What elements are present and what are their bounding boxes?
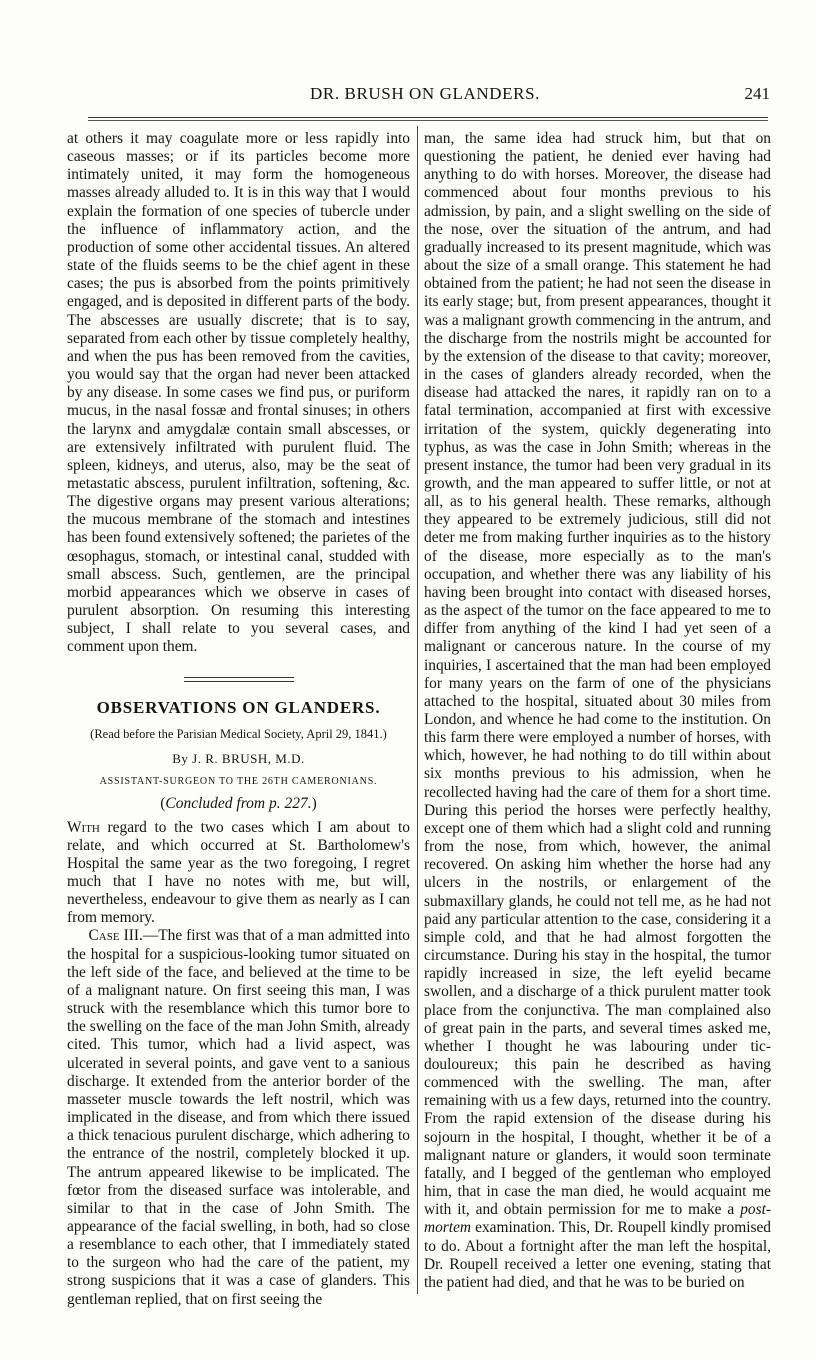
- section-break: [184, 677, 294, 682]
- continued-text: Concluded from p. 227.: [165, 794, 312, 812]
- column-divider: [417, 126, 418, 1294]
- header-rule: [88, 117, 768, 118]
- case-label: Case III.: [88, 927, 143, 945]
- continued-note: [67, 795, 410, 813]
- read-note: (Read before the Parisian Medical Society, April 29, 1841.): [90, 726, 387, 741]
- intro-text: regard to the two cases which I am about to relate, and which occurred at St. Bartholomew's Hospital the same year as the two foregoing, I regret much that I have no notes with me, but will, nevertheless, endeavour to give them as nearly as I can from memory.: [67, 818, 410, 927]
- continued-open-paren: (: [160, 794, 166, 812]
- running-title: DR. BRUSH ON GLANDERS.: [310, 84, 540, 103]
- continuation-paragraph: at others it may coagulate more or less rapidly into caseous masses; or if its particles become more intimately united, it may form the homogeneous masses already alluded to. It is in this way that I would explain the formation of one species of tubercle under the influence of inflammatory action, and the production of some other accidental tissues. An altered state of the fluids seems to be the chief agent in these cases; the pus is absorbed from the points primitively engaged, and is deposited in different parts of the body. The abscesses are usually discrete; that is to say, separated from each other by tissue completely healthy, and when the pus has been removed from the cavities, you would say that the organ had never been attacked by any disease. In some cases we find pus, or puriform mucus, in the nasal fossæ and frontal sinuses; in others the larynx and amygdalæ contain small abscesses, or are extensively infiltrated with purulent fluid. The spleen, kidneys, and uterus, also, may be the seat of metastatic abscess, purulent infiltration, softening, &c. The digestive organs may present various alterations; the mucous membrane of the stomach and intestines has been found extensively softened; the parietes of the œsophagus, stomach, or intestinal canal, studded with small abscess. Such, gentlemen, are the principal morbid appearances which we observe in cases of purulent absorption. On resuming this interesting subject, I shall relate to you several cases, and comment upon them.: [67, 130, 410, 656]
- right-column: [424, 130, 771, 1292]
- author-byline: By J. R. BRUSH, M.D.: [172, 750, 305, 766]
- dropcap-word: With: [67, 818, 100, 836]
- page-number: 241: [744, 84, 770, 103]
- case-text: —The first was that of a man admitted into the hospital for a suspicious-looking tumor situated on the left side of the face, and believed at the time to be of a malignant nature. On first seeing this man, I was struck with the resemblance which this tumor bore to the swelling on the face of the man John Smith, already cited. This tumor, which had a livid aspect, was ulcerated in several points, and gave vent to a sanious discharge. It extended from the anterior border of the masseter muscle towards the left nostril, which was implicated in the disease, and from which there issued a thick tenacious purulent discharge, which adhering to the entrance of the nostril, completely blocked it up. The antrum appeared likewise to be implicated. The fœtor from the diseased surface was intolerable, and similar to that in the case of John Smith. The appearance of the facial swelling, in both, had so close a resemblance to each other, that I immediately stated to the surgeon who had the care of the patient, my strong suspicions that it was a case of glanders. This gentleman replied, that on first seeing the: [67, 927, 410, 1308]
- case-paragraph: [67, 927, 410, 1308]
- running-head: [60, 84, 770, 114]
- section-break-rule: [184, 677, 294, 678]
- section-break-rule: [184, 681, 294, 682]
- right-text-part-1: man, the same idea had struck him, but that on questioning the patient, he denied ever having had anything to do with horses. Moreover, the disease had commenced about four months previous to his admission, by pain, and a slight swelling on the side of the nose, over the situation of the antrum, and had gradually increased to its present magnitude, which was about the size of a small orange. This statement he had obtained from the patient; he had not seen the disease in its early stage; but, from present appearances, thought it was a malignant growth commencing in the antrum, and the discharge from the nostrils might be accounted for by the extension of the disease to that cavity; moreover, in the cases of glanders already recorded, when the disease had attacked the nares, it rapidly ran on to a fatal termination, accompanied at first with excessive irritation of the system, quickly degenerating into typhus, as was the case in John Smith; whereas in the present instance, the tumor had been very gradual in its growth, and the man appeared to suffer little, or not at all, as to his general health. These remarks, although they appeared to be extremely judicious, still did not deter me from making further inquiries as to the history of the disease, more especially as to the man's occupation, and whether there was any liability of his having been brought into contact with diseased horses, as the aspect of the tumor on the face appeared to me to differ from anything of the kind I had yet seen of a malignant or cancerous nature. In the course of my inquiries, I ascertained that the man had been employed for many years on the farm of one of the physicians attached to the hospital, situated about 30 miles from London, and whence he had come to the institution. On this farm there were employed a number of horses, with which, however, he had nothing to do till within about six months previous to his admission, when he recollected having had the care of them for a short time. During this period the horses were perfectly healthy, except one of them which had a slight cold and running from the nose, from which, however, the animal recovered. On asking him whether the horse had any ulcers in the nostrils, or enlargement of the submaxillary glands, he could not tell me, as he had not paid any particular attention to the case, considering it a simple cold, and that he had almost forgotten the circumstance. During his stay in the hospital, the tumor rapidly increased in size, the left eyelid became swollen, and a discharge of a thick purulent matter took place from the conjunctiva. The man complained also of great pain in the parts, and several times asked me, whether I thought he was labouring under tic-douloureux; this pain he described as having commenced with the swelling. The man, after remaining with us a few days, returned into the country. From the rapid extension of the disease during his sojourn in the hospital, I thought, whether it be of a malignant nature or glanders, it would soon terminate fatally, and I begged of the gentleman who employed him, that in case the man died, he would acquaint me with it, and obtain permission for me to make a: [424, 130, 771, 1219]
- intro-paragraph: [67, 819, 410, 928]
- right-column-paragraph: [424, 130, 771, 1292]
- article-title: OBSERVATIONS ON GLANDERS.: [96, 697, 381, 717]
- continued-close-paren: ): [311, 794, 317, 812]
- left-column: [67, 130, 410, 1309]
- header-rule-secondary: [88, 120, 768, 121]
- right-text-part-2: examination. This, Dr. Roupell kindly promised to do. About a fortnight after the man left the hospital, Dr. Roupell received a letter one evening, stating that the patient had died, and that he was to be buried on: [424, 1219, 771, 1291]
- author-affiliation: ASSISTANT-SURGEON TO THE 26TH CAMERONIANS.: [99, 775, 378, 787]
- italic-phrase: post-mortem: [424, 1201, 771, 1237]
